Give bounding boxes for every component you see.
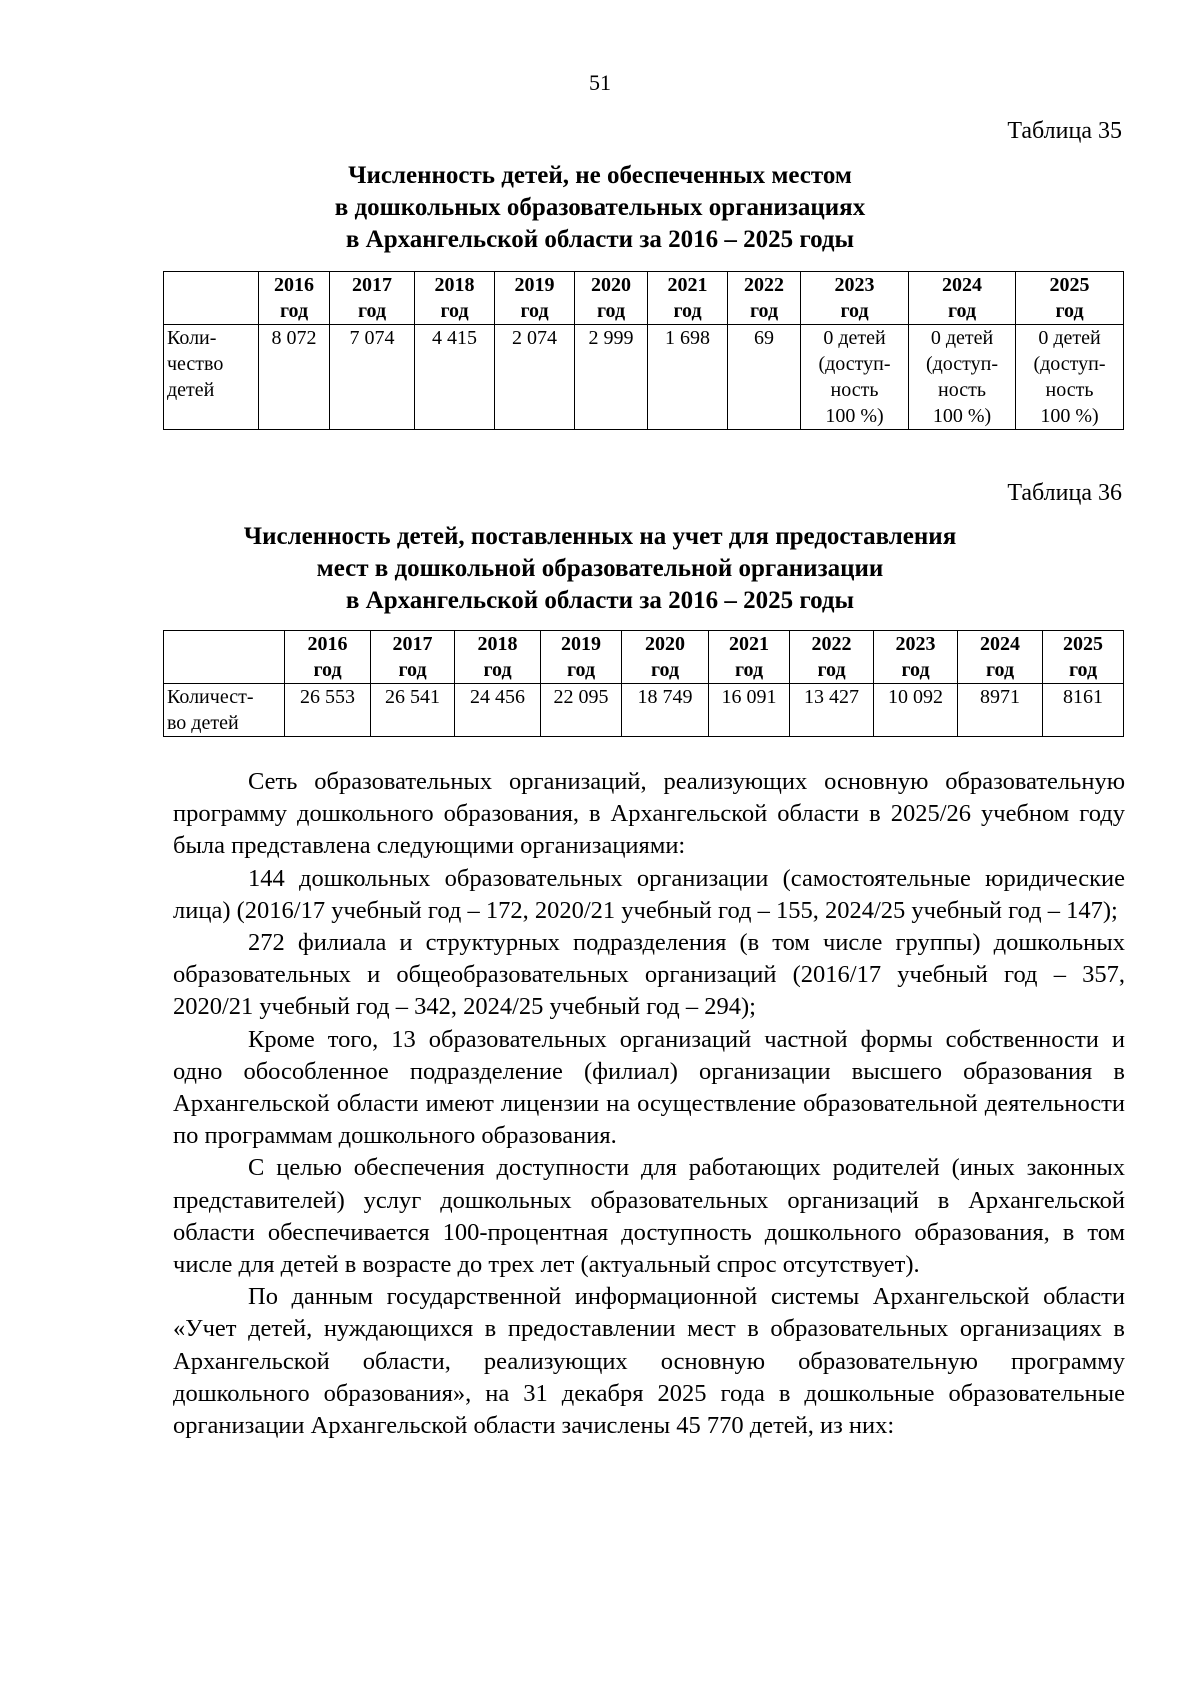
year-header-cell [622, 631, 709, 684]
value-text: ность [1045, 379, 1094, 401]
year-header-cell [958, 631, 1043, 684]
year-header-cell [1043, 631, 1124, 684]
table-35-title-line: в дошкольных образовательных организациях [334, 194, 866, 221]
table-35-label: Таблица 35 [1007, 118, 1122, 144]
row-label-line: во детей [167, 712, 239, 734]
value-cell [495, 325, 575, 430]
value-cell [728, 325, 801, 430]
body-text [173, 766, 1125, 1442]
year-header-cell [371, 631, 455, 684]
table-35-row-label [164, 325, 259, 430]
value-cell: 8971 [958, 684, 1043, 737]
year-header-cell [728, 272, 801, 325]
value-cell: 10 092 [874, 684, 958, 737]
paragraph: Сеть образовательных организаций, реализующих основную образовательную программу дошкольного образования, в Архангельской области в 2025/26 учебном году была представлена следующими организациями: [173, 768, 1125, 860]
table-35 [163, 271, 1124, 430]
value-text: 100 %) [932, 405, 992, 427]
year-header-text: год [440, 300, 469, 322]
year-header-text: год [817, 659, 846, 681]
year-header-text: год [1068, 659, 1098, 681]
year-header-cell [575, 272, 648, 325]
value-cell [575, 325, 648, 430]
value-cell: 16 091 [709, 684, 790, 737]
year-header-text: 2020 [645, 633, 685, 655]
year-header-cell [541, 631, 622, 684]
value-cell [259, 325, 330, 430]
year-header-text: 2018 [434, 274, 475, 296]
paragraph: 272 филиала и структурных подразделения (в том числе группы) дошкольных образовательных и общеобразовательных организаций (2016/17 учебный год – 357, 2020/21 учебный год – 342, 2024/25 учебный год – 294); [173, 929, 1125, 1021]
row-label-line: детей [167, 379, 215, 401]
value-text: 0 детей [823, 327, 886, 349]
paragraph: 144 дошкольных образовательных организации (самостоятельные юридические лица) (2016/17 учебный год – 172, 2020/21 учебный год – 155, 2024/25 учебный год – 147); [173, 864, 1125, 924]
year-header-cell [790, 631, 874, 684]
table-35-title-line: Численность детей, не обеспеченных местом [348, 162, 852, 189]
year-header-text: 2019 [561, 633, 601, 655]
page-number: 51 [589, 70, 611, 95]
value-cell [909, 325, 1016, 430]
value-cell [330, 325, 415, 430]
value-cell: 24 456 [455, 684, 541, 737]
table-36-title-line: Численность детей, поставленных на учет для предоставления [243, 523, 957, 550]
table-35-title-line: в Архангельской области за 2016 – 2025 годы [345, 226, 855, 253]
year-header-text: 2020 [591, 274, 631, 296]
year-header-text: 2024 [942, 274, 982, 296]
row-label-line: Количест- [167, 686, 254, 708]
year-header-text: 2023 [895, 633, 936, 655]
value-text: 8 072 [271, 327, 317, 349]
year-header-text: год [520, 300, 549, 322]
value-text: (доступ- [818, 353, 891, 375]
value-text: 1 698 [665, 327, 710, 349]
value-cell [648, 325, 728, 430]
value-text: 2 074 [512, 327, 557, 349]
year-header-text: год [947, 300, 977, 322]
year-header-text: 2025 [1063, 633, 1103, 655]
year-header-text: год [313, 659, 342, 681]
table-36-title [0, 521, 1200, 617]
value-text: 69 [754, 327, 774, 349]
year-header-text: 2016 [307, 633, 348, 655]
row-label-line: Коли- [167, 327, 217, 349]
value-cell: 22 095 [541, 684, 622, 737]
value-cell: 26 553 [285, 684, 371, 737]
year-header-text: год [673, 300, 702, 322]
year-header-text: год [596, 300, 626, 322]
year-header-text: год [650, 659, 680, 681]
year-header-text: 2025 [1049, 274, 1090, 296]
paragraph: Кроме того, 13 образовательных организаций частной формы собственности и одно обособленное подразделение (филиал) организации высшего образования в Архангельской области имеют лицензии на осуществление образовательной деятельности по программам дошкольного образования. [173, 1025, 1125, 1150]
year-header-text: 2016 [274, 274, 314, 296]
table-36-header-row [164, 631, 1124, 684]
table-35-corner-cell [164, 272, 259, 325]
year-header-cell [259, 272, 330, 325]
table-36 [163, 630, 1124, 737]
year-header-cell [909, 272, 1016, 325]
table-36-data-row [164, 684, 1124, 737]
value-cell: 13 427 [790, 684, 874, 737]
year-header-cell [801, 272, 909, 325]
year-header-text: год [901, 659, 930, 681]
value-cell: 8161 [1043, 684, 1124, 737]
year-header-text: год [566, 659, 596, 681]
year-header-text: 2017 [392, 633, 433, 655]
value-cell [415, 325, 495, 430]
table-35-data-row [164, 325, 1124, 430]
year-header-cell [285, 631, 371, 684]
year-header-text: год [357, 300, 387, 322]
value-text: (доступ- [1033, 353, 1106, 375]
paragraph: С целью обеспечения доступности для работающих родителей (иных законных представителей) услуг дошкольных образовательных организаций в Архангельской области обеспечивается 100-процентная доступность дошкольного образования, в том числе для детей в возрасте до трех лет (актуальный спрос отсутствует). [173, 1154, 1125, 1279]
value-text: 0 детей [930, 327, 994, 349]
year-header-cell [874, 631, 958, 684]
year-header-text: 2017 [352, 274, 392, 296]
year-header-text: год [734, 659, 764, 681]
year-header-text: 2022 [744, 274, 784, 296]
value-text: 0 детей [1038, 327, 1101, 349]
year-header-text: год [398, 659, 427, 681]
value-cell [801, 325, 909, 430]
year-header-text: 2024 [980, 633, 1020, 655]
paragraph: По данным государственной информационной системы Архангельской области «Учет детей, нуждающихся в предоставлении мест в образовательных организациях в Архангельской области, реализующих основную образовательную программу дошкольного образования», на 31 декабря 2025 года в дошкольные образовательные организации Архангельской области зачислены 45 770 детей, из них: [173, 1283, 1125, 1440]
year-header-text: 2018 [477, 633, 518, 655]
year-header-text: 2019 [514, 274, 555, 296]
year-header-cell [709, 631, 790, 684]
row-label-line: чество [167, 353, 224, 375]
year-header-cell [1016, 272, 1124, 325]
year-header-text: год [279, 300, 309, 322]
year-header-text: год [985, 659, 1015, 681]
table-35-title [0, 160, 1200, 256]
year-header-cell [455, 631, 541, 684]
table-36-title-line: мест в дошкольной образовательной организации [316, 555, 884, 582]
value-text: ность [830, 379, 879, 401]
value-text: 100 %) [1040, 405, 1099, 427]
year-header-cell [330, 272, 415, 325]
year-header-text: 2021 [667, 274, 708, 296]
value-cell [1016, 325, 1124, 430]
value-cell: 26 541 [371, 684, 455, 737]
table-36-corner-cell [164, 631, 285, 684]
year-header-text: год [483, 659, 512, 681]
value-text: 100 %) [825, 405, 884, 427]
year-header-text: год [840, 300, 869, 322]
year-header-text: год [1055, 300, 1084, 322]
year-header-cell [415, 272, 495, 325]
year-header-text: 2022 [811, 633, 852, 655]
table-35-header-row [164, 272, 1124, 325]
year-header-text: 2023 [834, 274, 875, 296]
year-header-cell [648, 272, 728, 325]
table-36-row-label [164, 684, 285, 737]
value-text: ность [938, 379, 986, 401]
table-36-title-line: в Архангельской области за 2016 – 2025 годы [345, 587, 855, 614]
year-header-text: год [749, 300, 779, 322]
year-header-cell [495, 272, 575, 325]
value-text: 7 074 [349, 327, 395, 349]
year-header-text: 2021 [729, 633, 769, 655]
value-text: 4 415 [432, 327, 477, 349]
value-text: 2 999 [588, 327, 634, 349]
value-text: (доступ- [925, 353, 999, 375]
table-36-label: Таблица 36 [1007, 480, 1122, 506]
value-cell: 18 749 [622, 684, 709, 737]
